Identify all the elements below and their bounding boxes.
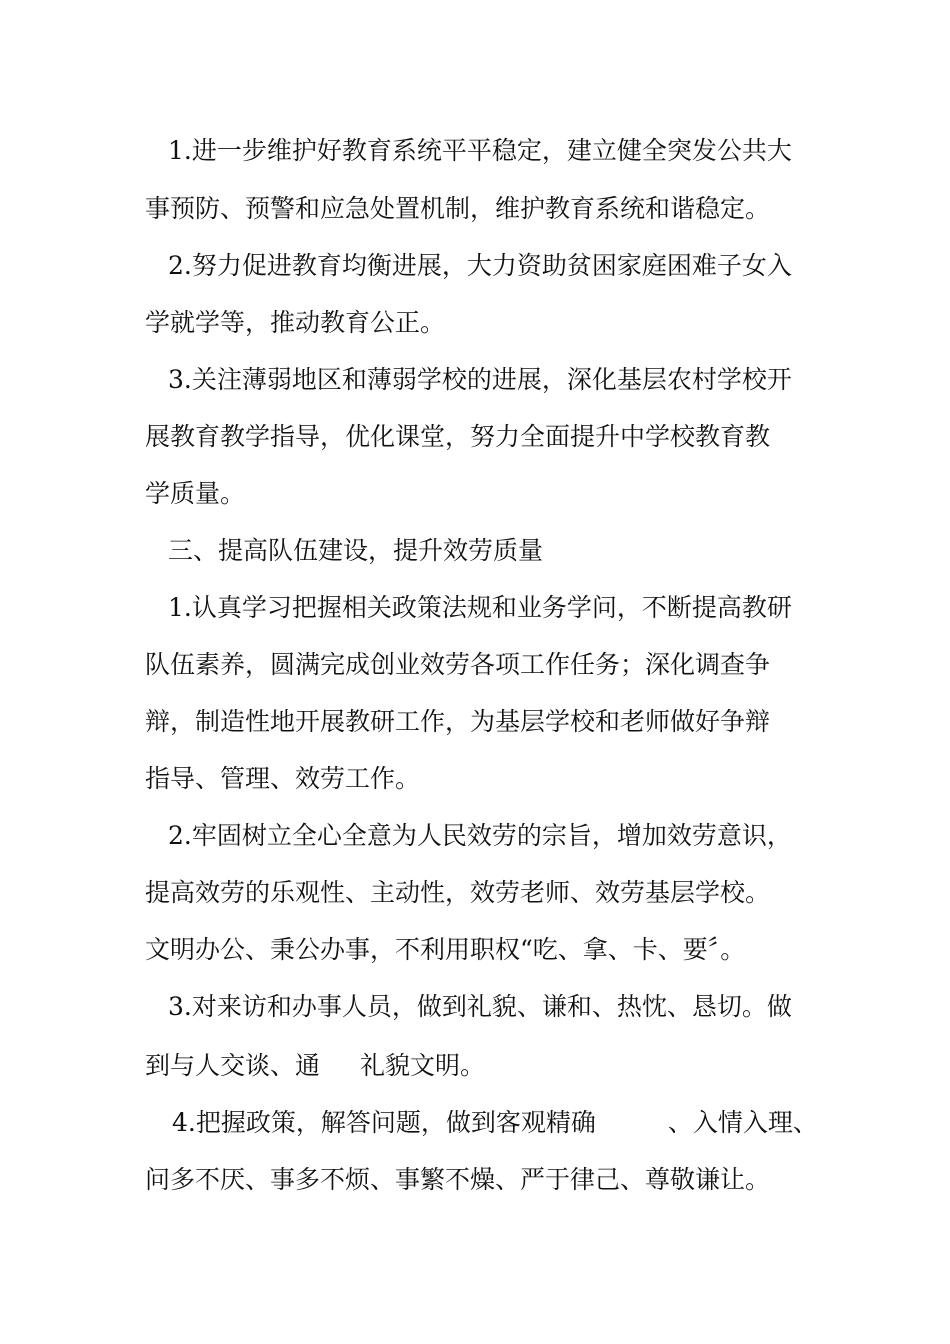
- text-segment: 、入情入理、: [667, 1108, 818, 1137]
- text-line: 文明办公、秉公办事，不利用职权“吃、拿、卡、要〞。: [145, 935, 746, 964]
- text-line: 1.进一步维护好教育系统平平稳定，建立健全突发公共大: [168, 136, 792, 165]
- text-line: 事预防、预警和应急处置机制，维护教育系统和谐稳定。: [145, 194, 771, 223]
- text-line: 队伍素养，圆满完成创业效劳各项工作任务；深化调查争: [145, 650, 771, 679]
- text-segment: 到与人交谈、通: [145, 1051, 321, 1080]
- text-line: [172, 1107, 818, 1139]
- text-line: 学就学等，推动教育公正。: [145, 308, 446, 337]
- text-line: 指导、管理、效劳工作。: [145, 764, 421, 793]
- text-line: 3.对来访和办事人员，做到礼貌、谦和、热忱、恳切。做: [168, 992, 792, 1021]
- text-segment: 4.把握政策，解答问题，做到客观精确: [172, 1108, 596, 1137]
- section-heading: 三、提高队伍建设，提升效劳质量: [168, 536, 544, 565]
- text-line: 3.关注薄弱地区和薄弱学校的进展，深化基层农村学校开: [168, 365, 792, 394]
- text-line: [145, 1050, 485, 1082]
- text-line: 辩，制造性地开展教研工作，为基层学校和老师做好争辩: [145, 707, 771, 736]
- text-line: 问多不厌、事多不烦、事繁不燥、严于律己、尊敬谦让。: [145, 1165, 771, 1194]
- text-line: 2.牢固树立全心全意为人民效劳的宗旨，增加效劳意识，: [168, 821, 792, 850]
- text-line: 提高效劳的乐观性、主动性，效劳老师、效劳基层学校。: [145, 878, 771, 907]
- text-line: 展教育教学指导，优化课堂，努力全面提升中学校教育教: [145, 422, 771, 451]
- text-line: 2.努力促进教育均衡进展，大力资助贫困家庭困难子女入: [168, 251, 792, 280]
- text-line: 学质量。: [145, 479, 246, 508]
- text-segment: 礼貌文明。: [360, 1051, 486, 1080]
- text-line: 1.认真学习把握相关政策法规和业务学问，不断提高教研: [168, 593, 792, 622]
